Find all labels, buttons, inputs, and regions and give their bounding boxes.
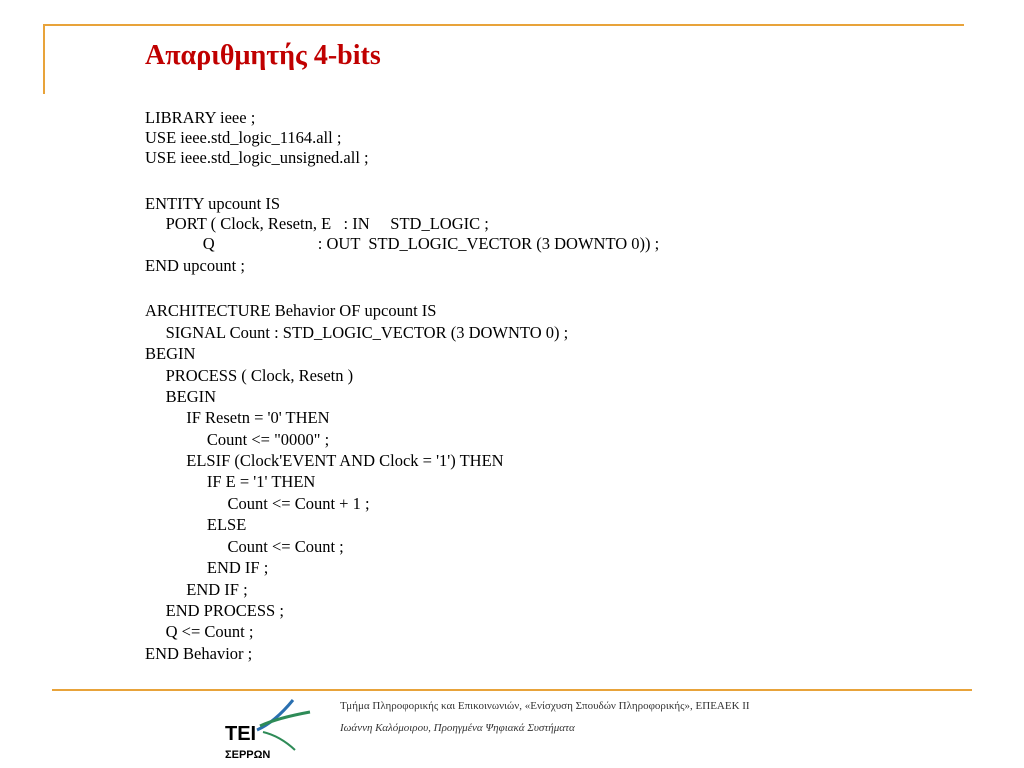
logo-swoosh-lower xyxy=(263,732,295,750)
code-line: PORT ( Clock, Resetn, E : IN STD_LOGIC ; xyxy=(145,214,489,233)
footer-department: Τμήμα Πληροφορικής και Επικοινωνιών, «Ενίσχυση Σπουδών Πληροφορικής», ΕΠΕΑΕΚ ΙΙ xyxy=(340,700,750,712)
code-line: Q : OUT STD_LOGIC_VECTOR (3 DOWNTO 0)) ; xyxy=(145,234,660,253)
code-line: SIGNAL Count : STD_LOGIC_VECTOR (3 DOWNTO 0) ; xyxy=(145,323,569,342)
code-line: IF E = '1' THEN xyxy=(145,472,316,491)
code-line: ARCHITECTURE Behavior OF upcount IS xyxy=(145,301,437,320)
slide-title: Απαριθμητής 4-bits xyxy=(145,40,381,71)
code-line: ELSE xyxy=(145,515,247,534)
left-accent-line xyxy=(43,24,45,94)
code-line: END PROCESS ; xyxy=(145,601,284,620)
code-line: PROCESS ( Clock, Resetn ) xyxy=(145,366,354,385)
code-line: Q <= Count ; xyxy=(145,622,254,641)
code-line: ENTITY upcount IS xyxy=(145,194,281,213)
footer-author-course: Ιωάννη Καλόμοιρου, Προηγμένα Ψηφιακά Συστήματα xyxy=(340,722,575,734)
code-line: BEGIN xyxy=(145,387,217,406)
logo-swoosh-green xyxy=(260,712,310,726)
code-line: BEGIN xyxy=(145,344,196,363)
code-line: Count <= "0000" ; xyxy=(145,430,330,449)
code-line: Count <= Count + 1 ; xyxy=(145,494,370,513)
logo-text-top: ΤΕΙ xyxy=(225,723,257,745)
bottom-divider-line xyxy=(52,689,972,691)
code-line: END upcount ; xyxy=(145,256,245,275)
logo-text-bottom: ΣΕΡΡΩΝ xyxy=(225,749,271,761)
code-line: USE ieee.std_logic_1164.all ; xyxy=(145,128,342,147)
top-divider-line xyxy=(43,24,964,26)
code-line: ELSIF (Clock'EVENT AND Clock = '1') THEN xyxy=(145,451,504,470)
code-line: END IF ; xyxy=(145,580,248,599)
code-line: Count <= Count ; xyxy=(145,537,344,556)
code-line: IF Resetn = '0' THEN xyxy=(145,408,330,427)
tei-serron-logo xyxy=(215,692,325,762)
code-line: END IF ; xyxy=(145,558,269,577)
code-line: END Behavior ; xyxy=(145,644,253,663)
code-line: USE ieee.std_logic_unsigned.all ; xyxy=(145,148,369,167)
code-line: LIBRARY ieee ; xyxy=(145,108,256,127)
